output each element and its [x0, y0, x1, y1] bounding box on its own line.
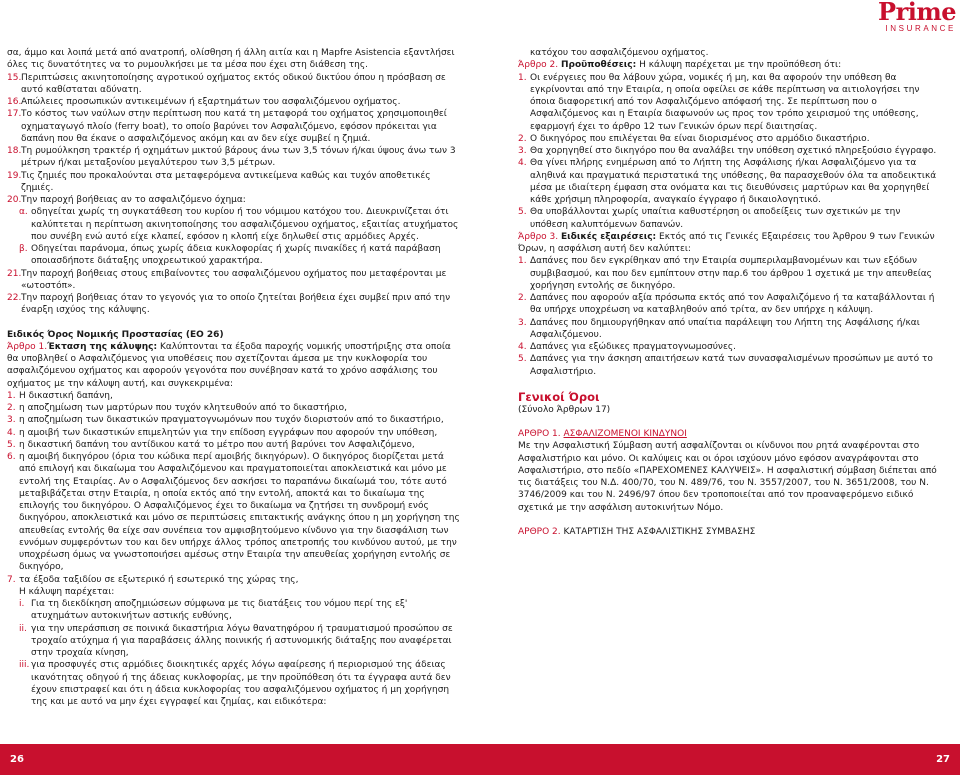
article-2-paragraph	[518, 59, 938, 71]
condition-item	[518, 72, 938, 133]
coverage-subitem	[7, 659, 462, 708]
item-number: 5.	[518, 207, 527, 218]
item-text: η αμοιβή των δικαστικών επιμελητών για την επίδοση εγγράφων που αφορούν την υπόθεση,	[19, 427, 438, 438]
subitem-text: για την υπεράσπιση σε ποινικά δικαστήρια λόγω θανατηφόρου ή τραυματισμού προσώπου σε τροχαίο ατύχημα ή για παραβάσεις άλλης ποινικής ή αστυνομικής διάταξης που αναφέρεται στην τροχαία κίνηση,	[31, 623, 453, 658]
item-number: 2.	[518, 293, 527, 303]
coverage-item	[7, 451, 462, 574]
item-text: η δικαστική δαπάνη του αντίδικου κατά το μέτρο που αυτή βαρύνει τον Ασφαλιζόμενο,	[19, 439, 415, 450]
legal-protection-title: Ειδικός Όρος Νομικής Προστασίας (ΕΟ 26)	[7, 329, 224, 340]
item-text: Θα γίνει πλήρης ενημέρωση από το Λήπτη της Ασφάλισης ή/και Ασφαλιζόμενο για τα αληθινά και πραγματικά περιστατικά της υπόθεσης, θα παρασχεθούν όλα τα αποδεικτικά μέσα με ιδιαίτερη έμφαση στα ονόματα και τις διευθύνσεις μαρτύρων και θα χορηγηθεί κάθε χρήσιμη πληροφορία, αναγκαίο έγγραφο ή δικαιολογητικό.	[530, 158, 937, 205]
item-text: Δαπάνες που αφορούν αξία πρόσωπα εκτός από τον Ασφαλιζόμενο ή τα καταβάλλονται ή θα υπήρχε υποχρέωση να καταβληθούν από τρίτα, αν δεν υπήρχε η κάλυψη.	[530, 293, 935, 316]
item-text: Οι ενέργειες που θα λάβουν χώρα, νομικές ή μη, και θα αφορούν την υπόθεση θα εγκρίνονται από την Εταιρία, η οποία οφείλει σε κάθε περίπτωση να αιτιολογήσει την όποια διαφορετική από τον Ασφαλιζόμενο απόφασή της. Σε περίπτωση που ο Ασφαλιζόμενος και η Εταιρία διαφωνούν ως προς τον τρόπο χειρισμού της υπόθεσης, εφαρμογή έχει το άρθρο 12 των Γενικών όρων περί διαιτησίας.	[530, 72, 920, 132]
page-number-right: 27	[936, 754, 950, 765]
exclusion-item	[7, 292, 462, 317]
footer-bar	[0, 744, 960, 775]
article-label: Άρθρο 2.	[518, 60, 559, 71]
item-number: 1.	[518, 72, 527, 83]
article-heading: Προϋποθέσεις:	[561, 60, 637, 71]
item-text: Ο δικηγόρος που επιλέγεται θα είναι διορισμένος στο αρμόδιο δικαστήριο.	[530, 133, 870, 144]
subitem-text: για προσφυγές στις αρμόδιες διοικητικές αρχές λόγω αφαίρεσης ή περιορισμού της άδειας ικανότητας οδηγού ή της άδειας κυκλοφορίας, με την προϋπόθεση ότι τα έγγραφα αυτά δεν έχουν επιστραφεί και ότι η άδεια κυκλοφορίας του ασφαλιζόμενου οχήματος ή μη χορήγηση της και με αυτό να μην έχει εγγραφεί και ζημίας, και ειδικότερα:	[31, 660, 451, 707]
subitem-letter: α.	[19, 207, 28, 218]
item-text: Την παροχή βοήθειας όταν το γεγονός για το οποίο ζητείται βοήθεια έχει συμβεί πριν από την έναρξη ισχύος της κάλυψης.	[21, 293, 451, 316]
item-number: 18.	[7, 146, 22, 156]
item-number: 20.	[7, 195, 22, 205]
article-text: Η κάλυψη παρέχεται με την προϋπόθεση ότι:	[639, 60, 842, 71]
exclusion-item	[7, 194, 462, 206]
coverage-subitem	[7, 623, 462, 660]
article-1-paragraph	[7, 341, 462, 390]
article-heading: Έκταση της κάλυψης:	[47, 341, 158, 352]
coverage-item	[7, 427, 462, 439]
exclusion-subitem	[7, 206, 462, 243]
article-1-heading	[518, 428, 938, 440]
continued-text-2: όλες τις δυνατότητες να το ρυμουλκήσει με τα μέσα που έχει στη διάθεση της.	[7, 60, 369, 71]
item-number: 3.	[518, 146, 527, 156]
coverage-subitem	[7, 598, 462, 623]
left-column	[7, 47, 462, 708]
coverage-item	[7, 402, 462, 414]
page-number-left: 26	[10, 754, 24, 765]
item-text: Απώλειες προσωπικών αντικειμένων ή εξαρτημάτων του ασφαλιζόμενου οχήματος.	[21, 97, 401, 107]
item-number: 4.	[518, 342, 527, 352]
item-number: 17.	[7, 109, 22, 120]
article-text: Καλύπτονται τα έξοδα παροχής νομικής υποστήριξης στα οποία θα υποβληθεί ο Ασφαλιζόμενος για υποθέσεις που σχετίζονται άμεσα με την κυκλοφορία του ασφαλιζόμενου οχήματος και αφορούν γεγονότα που συνέβησαν κατά το χρόνο ασφάλισης του οχήματος με την κάλυψη αυτή, και συγκεκριμένα:	[7, 341, 451, 389]
item-number: 19.	[7, 170, 22, 181]
subitem-number: iii.	[19, 660, 30, 671]
logo-subtitle: INSURANCE	[885, 24, 956, 33]
item-number: 3.	[518, 317, 527, 328]
item-number: 5.	[518, 354, 527, 365]
exclusion-item	[7, 170, 462, 195]
item-text: τα έξοδα ταξιδίου σε εξωτερικό ή εσωτερικό της χώρας της,	[19, 574, 299, 585]
item-text: Δαπάνες που δεν εγκρίθηκαν από την Εταιρία συμπεριλαμβανομένων και των εξόδων συμβιβασμού, και που δεν εμπίπτουν στην παρ.6 του άρθρου 1 σχετικά με την απευθείας χορήγηση εντολής σε δικηγόρο.	[530, 256, 932, 291]
condition-item	[518, 157, 938, 206]
general-terms-subtitle: (Σύνολο Άρθρων 17)	[518, 404, 611, 415]
continued-text: κατόχου του ασφαλιζόμενου οχήματος.	[530, 48, 709, 58]
general-terms-title: Γενικοί Όροι	[518, 389, 600, 404]
item-number: 16.	[7, 97, 22, 107]
item-text: Δαπάνες που δημιουργήθηκαν από υπαίτια παράλειψη του Λήπτη της Ασφάλισης ή/και Ασφαλιζόμενου.	[530, 317, 920, 340]
item-number: 1.	[518, 256, 527, 267]
item-text: Την παροχή βοήθειας αν το ασφαλιζόμενο όχημα:	[21, 195, 246, 205]
item-number: 2.	[7, 403, 16, 413]
right-column	[518, 47, 938, 538]
item-text: η αποζημίωση των μαρτύρων που τυχόν κλητευθούν από το δικαστήριο,	[19, 403, 347, 413]
item-text: Το κόστος των ναύλων στην περίπτωση που κατά τη μεταφορά του οχήματος χρησιμοποιηθεί οχηματαγωγό πλοίο (ferry boat), το οποίο βαρύνει τον Ασφαλιζόμενο, εφόσον πρόκειται για δαπάνη που θα έκανε ο ασφαλιζόμενος ακόμη και αν δεν είχε συμβεί η ζημιά.	[21, 109, 447, 144]
article-heading: Ειδικές εξαιρέσεις:	[561, 231, 657, 242]
coverage-item	[7, 414, 462, 426]
condition-item	[518, 206, 938, 231]
item-text: η αμοιβή δικηγόρου (όρια του κώδικα περί αμοιβής δικηγόρων). Ο δικηγόρος διορίζεται μετά από επιλογή και δικαίωμα του Ασφαλιζόμενου και πραγματοποιείται αποκλειστικά και μόνο με εντολή της Εταιρίας. Αν ο Ασφαλιζόμενος δεν ασκήσει το παραπάνω δικαίωμά του, τότε αυτό μεταβιβάζεται στην Εταιρία, η οποία εκτός από την εντολή, αποκτά και το δικαίωμα της επιλογής του δικηγόρου. Ο Ασφαλιζόμενος έχει το δικαίωμα να ζητήσει τη συνδρομή ενός δικηγόρου, αποκλειστικά και μόνο σε περιπτώσεις επιτακτικής ανάγκης όπου η μη χορήγηση της απευθείας εντολής θα είχε σαν συνέπεια τον αμφισβητούμενο κίνδυνο για την διασφάλιση των εννόμων συμφερόντων του και δεν υπήρχε άλλος τρόπος απετροπής του κινδύνου αυτού, με την υποχρέωση όμως να γνωστοποιήσει αμέσως στην Εταιρία την απευθείας χορήγηση εντολής σε δικηγόρο,	[19, 452, 460, 573]
coverage-item	[7, 439, 462, 451]
condition-item	[518, 145, 938, 157]
article-label: ΑΡΘΡΟ 2.	[518, 526, 561, 537]
article-label: Άρθρο 3.	[518, 231, 559, 242]
condition-item	[518, 133, 938, 145]
coverage-intro: Η κάλυψη παρέχεται:	[19, 586, 115, 597]
item-number: 6.	[7, 452, 16, 462]
article-title: ΚΑΤΑΡΤΙΣΗ ΤΗΣ ΑΣΦΑΛΙΣΤΙΚΗΣ ΣΥΜΒΑΣΗΣ	[563, 526, 756, 537]
exception-item	[518, 341, 938, 353]
subitem-text: Οδηγείται παράνομα, όπως χωρίς άδεια κυκλοφορίας ή χωρίς πινακίδες ή κατά παράβαση οποιασδήποτε διάταξης υποχρεωτικού χαρακτήρα.	[31, 244, 441, 267]
item-number: 7.	[7, 574, 16, 585]
item-text: Την παροχή βοήθειας στους επιβαίνοντες του ασφαλιζόμενου οχήματος που μεταφέρονται με «ωτοστόπ».	[21, 268, 447, 291]
item-text: Περιπτώσεις ακινητοποίησης αγροτικού οχήματος εκτός οδικού δικτύου όπου η πρόσβαση σε αυτό καθίσταται αδύνατη.	[21, 72, 446, 95]
exclusion-item	[7, 108, 462, 145]
item-text: Η δικαστική δαπάνη,	[19, 390, 113, 401]
item-text: Τη ρυμούλκηση τρακτέρ ή οχημάτων μικτού βάρους άνω των 3,5 τόνων ή/και ύψους άνω των 3 μέτρων ή/και μεταξονίου μεγαλύτερου των 3,5 μέτρων.	[21, 146, 456, 169]
item-number: 4.	[7, 427, 16, 438]
coverage-item	[7, 574, 462, 586]
item-text: Δαπάνες για εξώδικες πραγματογνωμοσύνες.	[530, 342, 736, 352]
subitem-number: ii.	[19, 623, 27, 634]
item-text: Θα χορηγηθεί στο δικηγόρο που θα αναλάβει την υπόθεση σχετικό πληρεξούσιο έγγραφο.	[530, 146, 937, 156]
article-2-heading	[518, 526, 938, 538]
exception-item	[518, 292, 938, 317]
item-text: Τις ζημιές που προκαλούνται στα μεταφερόμενα αντικείμενα καθώς και τυχόν αποθετικές ζημιές.	[21, 170, 431, 193]
item-number: 5.	[7, 439, 16, 450]
continued-text-1: σα, άμμο και λοιπά μετά από ανατροπή, ολίσθηση ή άλλη αιτία και η Mapfre Asistencia εξαντλήσει	[7, 48, 455, 58]
subitem-letter: β.	[19, 244, 28, 254]
item-number: 3.	[7, 415, 16, 426]
subitem-number: i.	[19, 599, 25, 609]
subitem-text: οδηγείται χωρίς τη συγκατάθεση του κυρίου ή του νόμιμου κατόχου του. Διευκρινίζεται ότι καλύπτεται η περίπτωση ακινητοποίησης του ασφαλιζόμενου οχήματος, εξαιτίας ατυχήματος που συνέβη ενώ αυτό είχε κλαπεί, εφόσον η κλοπή είχε δηλωθεί στις αρμόδιες Αρχές.	[31, 207, 459, 242]
article-label: ΑΡΘΡΟ 1.	[518, 429, 561, 439]
exclusion-item	[7, 96, 462, 108]
article-label: Άρθρο 1.	[7, 341, 48, 352]
exclusion-item	[7, 72, 462, 97]
exception-item	[518, 317, 938, 342]
item-number: 22.	[7, 293, 22, 303]
exclusion-subitem	[7, 243, 462, 268]
logo-wordmark: Prime	[878, 0, 956, 26]
item-number: 2.	[518, 133, 527, 144]
item-text: Θα υποβάλλονται χωρίς υπαίτια καθυστέρηση οι αποδείξεις των σχετικών με την υπόθεση καλυπτόμενων δαπανών.	[530, 207, 901, 230]
article-title: ΑΣΦΑΛΙΖΟΜΕΝΟΙ ΚΙΝΔΥΝΟΙ	[563, 429, 687, 439]
item-text: η αποζημίωση των δικαστικών πραγματογνωμόνων που τυχόν διοριστούν από το δικαστήριο,	[19, 415, 444, 426]
item-number: 15.	[7, 72, 22, 83]
exclusion-item	[7, 145, 462, 170]
article-text: Εκτός από τις Γενικές Εξαιρέσεις του Άρθρου 9 των Γενικών Όρων, η ασφάλιση αυτή δεν καλύπτει:	[518, 231, 935, 254]
exception-item	[518, 353, 938, 378]
article-1-text: Με την Ασφαλιστική Σύμβαση αυτή ασφαλίζονται οι κίνδυνοι που ρητά αναφέρονται στο Ασφαλιστήριο και μόνο. Οι καλύψεις και οι όροι ισχύουν μόνο εφόσον αναγράφονται στο Ασφαλιστήριο, στο πεδίο «ΠΑΡΕΧΟΜΕΝΕΣ ΚΑΛΥΨΕΙΣ». Η ασφαλιστική σύμβαση διέπεται από τις διατάξεις του Ν.Δ. 400/70, του Ν. 489/76, του Ν. 3557/2007, του Ν. 3651/2008, του Ν. 3746/2009 και του Ν. 2496/97 όπου δεν τροποποιείται από τον προαναφερόμενο ειδικό σχετικά με την ασφάλιση αυτοκινήτων Νόμο.	[518, 441, 937, 513]
coverage-item	[7, 390, 462, 402]
item-number: 4.	[518, 158, 527, 169]
subitem-text: Για τη διεκδίκηση αποζημιώσεων σύμφωνα με τις διατάξεις του νόμου περί της εξ' ατυχημάτων αυτοκινήτων αστικής ευθύνης,	[31, 599, 408, 622]
item-number: 21.	[7, 268, 22, 279]
prime-insurance-logo	[878, 0, 956, 33]
exception-item	[518, 255, 938, 292]
item-number: 1.	[7, 390, 16, 401]
article-3-paragraph	[518, 231, 938, 256]
item-text: Δαπάνες για την άσκηση απαιτήσεων κατά των συνασφαλισμένων προσώπων με αυτό το Ασφαλιστήριο.	[530, 354, 933, 377]
exclusion-item	[7, 268, 462, 293]
